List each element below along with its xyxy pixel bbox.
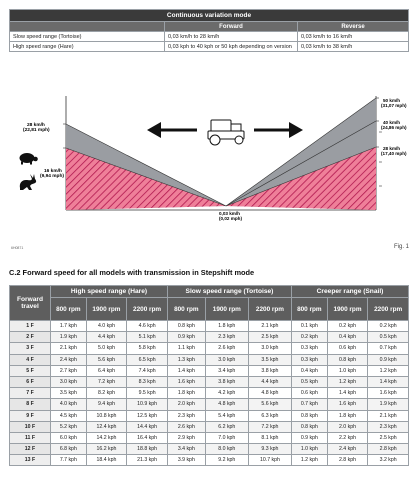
speed-cell: 1.4 kph: [368, 376, 409, 387]
header-rpm: 800 rpm: [167, 298, 205, 321]
speed-cell: 8.2 kph: [86, 388, 127, 399]
speed-cell: 1.6 kph: [327, 399, 368, 410]
speed-cell: 2.0 kph: [167, 399, 205, 410]
header-rpm: 1900 rpm: [86, 298, 127, 321]
speed-cell: 2.3 kph: [167, 410, 205, 421]
speed-cell: 4.4 kph: [248, 376, 291, 387]
speed-cell: 3.5 kph: [51, 388, 87, 399]
speed-cell: 6.4 kph: [86, 365, 127, 376]
cv-row-reverse: 0,03 km/h to 38 km/h: [298, 42, 409, 52]
speed-cell: 8.0 kph: [205, 444, 248, 455]
speed-cell: 1.3 kph: [167, 354, 205, 365]
speed-cell: 0.2 kph: [368, 321, 409, 332]
speed-cell: 2.7 kph: [51, 365, 87, 376]
speed-cell: 0.9 kph: [292, 432, 328, 443]
speed-cell: 3.9 kph: [167, 455, 205, 466]
speed-cell: 12.5 kph: [127, 410, 168, 421]
speed-cell: 4.0 kph: [51, 399, 87, 410]
cv-header-reverse: Reverse: [298, 22, 409, 32]
speed-cell: 7.0 kph: [205, 432, 248, 443]
cv-row-forward: 0,03 km/h to 28 km/h: [165, 32, 298, 42]
table-row: [10, 321, 409, 332]
speed-cell: 0.6 kph: [327, 343, 368, 354]
speed-cell: 0.8 kph: [327, 354, 368, 365]
speed-cell: 2.8 kph: [368, 444, 409, 455]
gear-cell: 10 F: [10, 421, 51, 432]
speed-cell: 5.2 kph: [51, 421, 87, 432]
gear-cell: 4 F: [10, 354, 51, 365]
speed-cell: 12.4 kph: [86, 421, 127, 432]
cv-header-blank: [10, 22, 165, 32]
speed-cell: 1.2 kph: [292, 455, 328, 466]
speed-cell: 5.6 kph: [248, 399, 291, 410]
table-row: [10, 444, 409, 455]
gear-cell: 8 F: [10, 399, 51, 410]
origin-label: 0,03 km/h (0,02 mph): [219, 211, 242, 221]
speed-cell: 1.4 kph: [167, 365, 205, 376]
tractor-icon: [208, 120, 244, 145]
figure-label: Fig. 1: [393, 244, 409, 250]
speed-cell: 5.1 kph: [127, 332, 168, 343]
speed-cell: 0.8 kph: [292, 421, 328, 432]
gear-cell: 9 F: [10, 410, 51, 421]
speed-cell: 1.0 kph: [292, 444, 328, 455]
header-rpm: 800 rpm: [51, 298, 87, 321]
speed-cell: 2.0 kph: [327, 421, 368, 432]
gear-cell: 11 F: [10, 432, 51, 443]
table-row: [10, 399, 409, 410]
table-row: [10, 365, 409, 376]
speed-cell: 16.2 kph: [86, 444, 127, 455]
speed-cell: 6.8 kph: [51, 444, 87, 455]
forward-tortoise-area: [66, 148, 226, 210]
speed-cell: 0.7 kph: [292, 399, 328, 410]
speed-cell: 0.4 kph: [327, 332, 368, 343]
speed-cell: 2.2 kph: [327, 432, 368, 443]
speed-cell: 1.2 kph: [327, 376, 368, 387]
speed-cell: 0.3 kph: [292, 354, 328, 365]
header-forward-travel: Forward travel: [10, 286, 51, 321]
speed-cell: 1.8 kph: [205, 321, 248, 332]
speed-cell: 7.2 kph: [248, 421, 291, 432]
header-rpm: 2200 rpm: [368, 298, 409, 321]
forward-label-slow: 16 km/h (9,94 mph): [40, 169, 64, 179]
speed-cell: 4.5 kph: [51, 410, 87, 421]
speed-cell: 4.6 kph: [127, 321, 168, 332]
speed-cell: 9.3 kph: [248, 444, 291, 455]
header-rpm: 1900 rpm: [205, 298, 248, 321]
arrow-right-icon: [254, 122, 303, 138]
section-title: C.2 Forward speed for all models with transmission in Stepshift mode: [9, 268, 255, 277]
speed-cell: 1.1 kph: [167, 343, 205, 354]
speed-cell: 0.5 kph: [368, 332, 409, 343]
table-row: [10, 388, 409, 399]
table-row: [10, 455, 409, 466]
speed-cell: 7.7 kph: [51, 455, 87, 466]
table-row: [10, 410, 409, 421]
speed-cell: 3.8 kph: [248, 365, 291, 376]
speed-cell: 1.9 kph: [51, 332, 87, 343]
gear-cell: 1 F: [10, 321, 51, 332]
speed-cell: 0.5 kph: [292, 376, 328, 387]
gear-cell: 13 F: [10, 455, 51, 466]
table-row: [10, 332, 409, 343]
speed-cell: 3.0 kph: [205, 354, 248, 365]
speed-cell: 3.0 kph: [248, 343, 291, 354]
speed-cell: 0.4 kph: [292, 365, 328, 376]
speed-cell: 1.8 kph: [327, 410, 368, 421]
speed-cell: 5.4 kph: [205, 410, 248, 421]
speed-cell: 16.4 kph: [127, 432, 168, 443]
speed-cell: 0.3 kph: [292, 343, 328, 354]
speed-cell: 4.8 kph: [248, 388, 291, 399]
table-row: [10, 432, 409, 443]
speed-cell: 0.7 kph: [368, 343, 409, 354]
table-row: [10, 343, 409, 354]
header-rpm: 1900 rpm: [327, 298, 368, 321]
reverse-label-28: 28 km/h (17,40 mph): [381, 146, 407, 156]
speed-cell: 10.9 kph: [127, 399, 168, 410]
cv-table-title: Continuous variation mode: [10, 10, 409, 22]
gear-cell: 6 F: [10, 376, 51, 387]
speed-cell: 9.2 kph: [205, 455, 248, 466]
table-row: [10, 354, 409, 365]
cv-header-forward: Forward: [165, 22, 298, 32]
speed-cell: 2.8 kph: [327, 455, 368, 466]
speed-cell: 3.2 kph: [368, 455, 409, 466]
table-row: [10, 376, 409, 387]
speed-cell: 10.8 kph: [86, 410, 127, 421]
speed-cell: 3.5 kph: [248, 354, 291, 365]
speed-cell: 6.5 kph: [127, 354, 168, 365]
speed-cell: 1.9 kph: [368, 399, 409, 410]
speed-cell: 14.4 kph: [127, 421, 168, 432]
cv-row-label: Slow speed range (Tortoise): [10, 32, 165, 42]
speed-cell: 4.0 kph: [86, 321, 127, 332]
reverse-label-50: 50 km/h (31,07 mph): [381, 98, 407, 108]
speed-cell: 9.4 kph: [86, 399, 127, 410]
header-group-high: High speed range (Hare): [51, 286, 168, 298]
figure-code: 6H0871: [11, 246, 24, 250]
speed-cell: 4.2 kph: [205, 388, 248, 399]
speed-cell: 6.3 kph: [248, 410, 291, 421]
continuous-variation-table: [9, 9, 409, 52]
speed-cell: 18.4 kph: [86, 455, 127, 466]
speed-cell: 6.2 kph: [205, 421, 248, 432]
speed-cell: 2.3 kph: [205, 332, 248, 343]
speed-cell: 1.8 kph: [167, 388, 205, 399]
speed-cell: 5.0 kph: [86, 343, 127, 354]
speed-cell: 2.5 kph: [248, 332, 291, 343]
cv-row-forward: 0,03 kph to 40 kph or 50 kph depending on version: [165, 42, 298, 52]
cv-row-reverse: 0,03 km/h to 16 km/h: [298, 32, 409, 42]
speed-cell: 0.8 kph: [167, 321, 205, 332]
speed-cell: 5.6 kph: [86, 354, 127, 365]
arrow-left-icon: [147, 122, 197, 138]
speed-cell: 6.0 kph: [51, 432, 87, 443]
speed-cell: 4.8 kph: [205, 399, 248, 410]
speed-cell: 0.6 kph: [292, 388, 328, 399]
speed-cell: 2.4 kph: [51, 354, 87, 365]
speed-cell: 0.8 kph: [292, 410, 328, 421]
gear-cell: 12 F: [10, 444, 51, 455]
speed-cell: 4.4 kph: [86, 332, 127, 343]
header-group-creeper: Creeper range (Snail): [292, 286, 409, 298]
speed-cell: 0.1 kph: [292, 321, 328, 332]
speed-cell: 1.4 kph: [327, 388, 368, 399]
speed-cell: 2.3 kph: [368, 421, 409, 432]
speed-range-diagram: [9, 88, 409, 238]
speed-cell: 0.2 kph: [292, 332, 328, 343]
hare-icon: [20, 174, 36, 190]
table-row: [10, 421, 409, 432]
speed-cell: 1.0 kph: [327, 365, 368, 376]
reverse-label-40: 40 km/h (24,86 mph): [381, 120, 407, 130]
speed-cell: 5.8 kph: [127, 343, 168, 354]
speed-cell: 14.2 kph: [86, 432, 127, 443]
speed-cell: 2.5 kph: [368, 432, 409, 443]
speed-cell: 2.9 kph: [167, 432, 205, 443]
speed-cell: 3.4 kph: [205, 365, 248, 376]
speed-cell: 2.6 kph: [167, 421, 205, 432]
speed-cell: 18.8 kph: [127, 444, 168, 455]
forward-label-high: 28 km/h (22,81 mph): [23, 123, 50, 133]
header-rpm: 2200 rpm: [127, 298, 168, 321]
tortoise-icon: [20, 153, 38, 165]
cv-row-label: High speed range (Hare): [10, 42, 165, 52]
gear-cell: 5 F: [10, 365, 51, 376]
speed-cell: 0.9 kph: [167, 332, 205, 343]
speed-cell: 8.1 kph: [248, 432, 291, 443]
speed-cell: 10.7 kph: [248, 455, 291, 466]
speed-cell: 3.0 kph: [51, 376, 87, 387]
speed-cell: 1.2 kph: [368, 365, 409, 376]
speed-cell: 9.5 kph: [127, 388, 168, 399]
speed-cell: 0.2 kph: [327, 321, 368, 332]
speed-cell: 0.9 kph: [368, 354, 409, 365]
speed-cell: 7.2 kph: [86, 376, 127, 387]
speed-cell: 2.1 kph: [51, 343, 87, 354]
speed-cell: 8.3 kph: [127, 376, 168, 387]
speed-cell: 3.4 kph: [167, 444, 205, 455]
gear-cell: 3 F: [10, 343, 51, 354]
speed-cell: 1.7 kph: [51, 321, 87, 332]
header-group-slow: Slow speed range (Tortoise): [167, 286, 291, 298]
gear-cell: 2 F: [10, 332, 51, 343]
speed-cell: 2.1 kph: [368, 410, 409, 421]
speed-cell: 7.4 kph: [127, 365, 168, 376]
speed-cell: 1.6 kph: [167, 376, 205, 387]
speed-cell: 2.4 kph: [327, 444, 368, 455]
speed-cell: 1.6 kph: [368, 388, 409, 399]
header-rpm: 800 rpm: [292, 298, 328, 321]
speed-cell: 21.3 kph: [127, 455, 168, 466]
speed-cell: 2.1 kph: [248, 321, 291, 332]
speed-cell: 3.8 kph: [205, 376, 248, 387]
gear-cell: 7 F: [10, 388, 51, 399]
speed-cell: 2.6 kph: [205, 343, 248, 354]
stepshift-speed-table: [9, 285, 409, 466]
header-rpm: 2200 rpm: [248, 298, 291, 321]
